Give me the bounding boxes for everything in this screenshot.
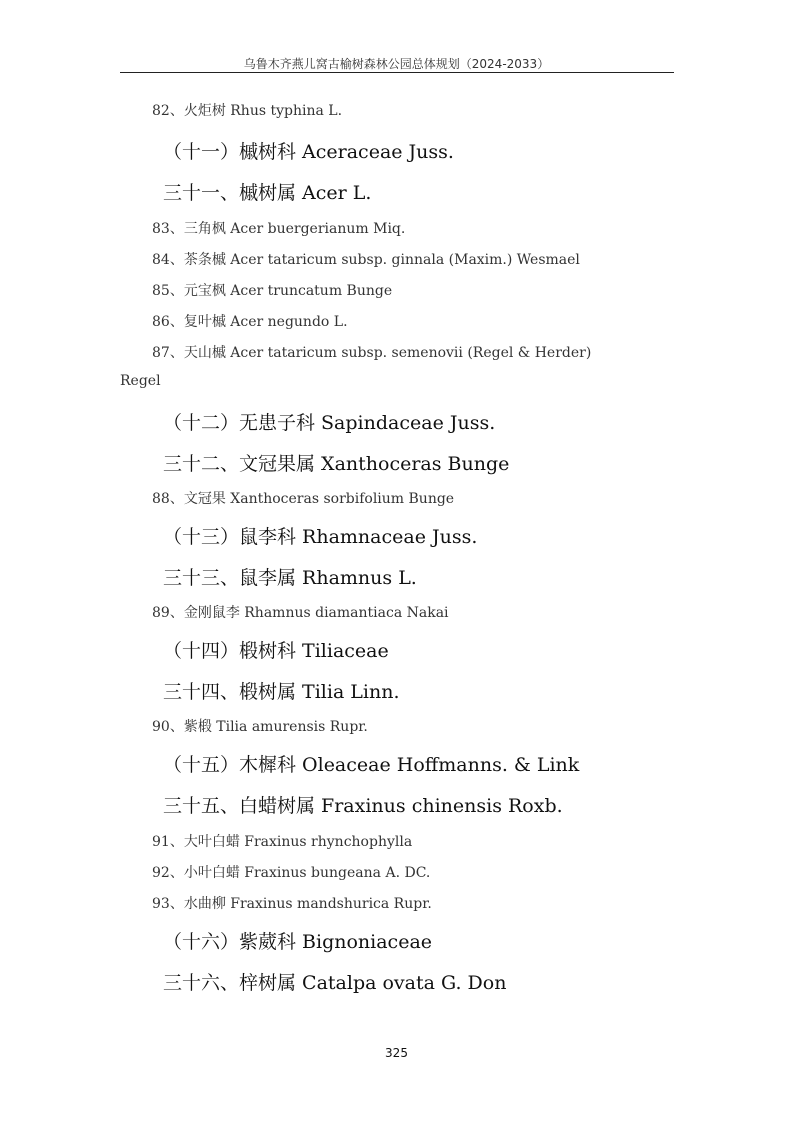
header-divider (120, 72, 674, 73)
species-item: 84、茶条槭 Acer tataricum subsp. ginnala (Maxim.) Wesmael (152, 252, 580, 268)
species-item: 89、金刚鼠李 Rhamnus diamantiaca Nakai (152, 605, 449, 621)
genus-heading: 三十六、梓树属 Catalpa ovata G. Don (163, 972, 507, 994)
genus-heading: 三十五、白蜡树属 Fraxinus chinensis Roxb. (163, 795, 563, 817)
genus-heading: 三十四、椴树属 Tilia Linn. (163, 681, 400, 703)
species-item: 86、复叶槭 Acer negundo L. (152, 314, 348, 330)
species-item: 88、文冠果 Xanthoceras sorbifolium Bunge (152, 491, 455, 507)
genus-heading: 三十二、文冠果属 Xanthoceras Bunge (163, 453, 510, 475)
species-item: 90、紫椴 Tilia amurensis Rupr. (152, 719, 368, 735)
species-item: 93、水曲柳 Fraxinus mandshurica Rupr. (152, 896, 432, 912)
species-item: 87、天山槭 Acer tataricum subsp. semenovii (Regel & Herder) (152, 345, 592, 361)
family-heading: （十三）鼠李科 Rhamnaceae Juss. (163, 526, 478, 548)
species-item: 82、火炬树 Rhus typhina L. (152, 103, 343, 119)
genus-heading: 三十三、鼠李属 Rhamnus L. (163, 567, 417, 589)
family-heading: （十二）无患子科 Sapindaceae Juss. (163, 412, 496, 434)
family-heading: （十五）木樨科 Oleaceae Hoffmanns. & Link (163, 754, 580, 776)
species-item: 91、大叶白蜡 Fraxinus rhynchophylla (152, 834, 413, 850)
species-item: Regel (120, 373, 161, 389)
species-item: 92、小叶白蜡 Fraxinus bungeana A. DC. (152, 865, 431, 881)
page-number: 325 (385, 1046, 408, 1060)
page-header: 乌鲁木齐燕儿窝古榆树森林公园总体规划（2024-2033） (243, 57, 550, 71)
genus-heading: 三十一、槭树属 Acer L. (163, 182, 372, 204)
family-heading: （十六）紫葳科 Bignoniaceae (163, 931, 433, 953)
family-heading: （十一）槭树科 Aceraceae Juss. (163, 141, 454, 163)
family-heading: （十四）椴树科 Tiliaceae (163, 640, 389, 662)
species-item: 83、三角枫 Acer buergerianum Miq. (152, 221, 406, 237)
species-item: 85、元宝枫 Acer truncatum Bunge (152, 283, 393, 299)
